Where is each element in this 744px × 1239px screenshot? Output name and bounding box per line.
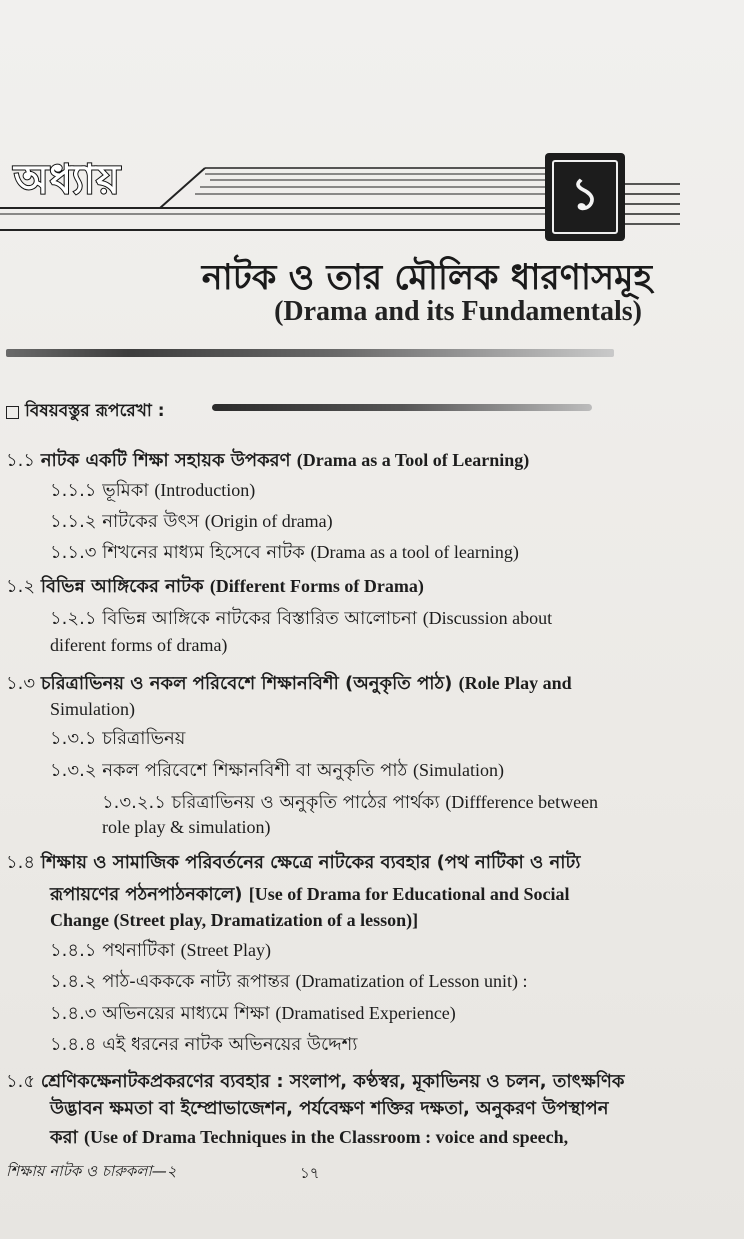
outline-item <box>6 851 581 875</box>
outline-item <box>6 574 424 599</box>
outline-item-number: ১.১.২ <box>50 511 103 532</box>
outline-item <box>50 1097 608 1121</box>
chapter-label: অধ্যায় <box>14 157 121 203</box>
outline-item-english: (Dramatised Experience) <box>275 1003 456 1023</box>
outline-item <box>50 697 135 722</box>
outline-item-english: [Use of Drama for Educational and Social <box>248 884 570 904</box>
outline-item-bengali: করা <box>50 1127 84 1148</box>
outline-item-english: (Origin of drama) <box>204 511 333 531</box>
outline-item-number: ১.৪.৩ <box>50 1003 103 1024</box>
outline-item <box>50 938 271 963</box>
outline-item-english: (Drama as a tool of learning) <box>310 542 519 562</box>
outline-item-number: ১.৪.২ <box>50 971 103 992</box>
outline-item-bengali: রূপায়ণের পঠনপাঠনকালে) <box>50 884 249 905</box>
outline-item-bengali: নাটকের উৎস <box>102 511 205 532</box>
outline-item-bengali: চরিত্রাভিনয় <box>102 728 186 749</box>
outline-item-bengali: চরিত্রাভিনয় ও অনুকৃতি পাঠের পার্থক্য <box>171 792 446 813</box>
outline-item-english: (Different Forms of Drama) <box>209 576 424 596</box>
outline-item-english: Change (Street play, Dramatization of a lesson)] <box>50 910 419 930</box>
title-divider <box>6 349 614 357</box>
outline-item-bengali: উদ্ভাবন ক্ষমতা বা ইম্প্রোভাজেশন, পর্যবেক্ষণ শক্তির দক্ষতা, অনুকরণ উপস্থাপন <box>50 1098 609 1119</box>
outline-item-number: ১.২.১ <box>50 608 103 629</box>
outline-item-english: (Dramatization of Lesson unit) : <box>295 971 528 991</box>
outline-item-bengali: নাটক একটি শিক্ষা সহায়ক উপকরণ <box>40 450 297 471</box>
outline-item-bengali: শিখনের মাধ্যম হিসেবে নাটক <box>102 542 311 563</box>
chapter-number: ১ <box>552 160 618 234</box>
outline-heading-text: বিষয়বস্তুর রূপরেখা : <box>25 401 165 421</box>
outline-item <box>50 1125 568 1150</box>
chapter-number-box <box>545 153 625 241</box>
outline-item <box>50 540 519 565</box>
outline-item-bengali: বিভিন্ন আঙ্গিকের নাটক <box>40 576 210 597</box>
outline-item-bengali: নকল পরিবেশে শিক্ষানবিশী বা অনুকৃতি পাঠ <box>102 760 413 781</box>
outline-item-bengali: বিভিন্ন আঙ্গিকে নাটকের বিস্তারিত আলোচনা <box>102 608 423 629</box>
outline-item-number: ১.৪.১ <box>50 940 103 961</box>
outline-item-number: ১.৪.৪ <box>50 1034 103 1055</box>
outline-item <box>50 1001 456 1026</box>
chapter-title-english: (Drama and its Fundamentals) <box>274 296 642 327</box>
outline-item-english: (Drama as a Tool of Learning) <box>296 450 530 470</box>
outline-item <box>6 671 572 696</box>
outline-item <box>102 790 598 815</box>
outline-item <box>102 815 270 840</box>
outline-item-number: ১.৪ <box>6 852 41 873</box>
outline-item-number: ১.৩.২ <box>50 760 103 781</box>
outline-item <box>50 908 418 933</box>
outline-item-english: role play & simulation) <box>102 817 271 837</box>
outline-item-bengali: ভূমিকা <box>102 480 155 501</box>
outline-item-number: ১.২ <box>6 576 41 597</box>
outline-item <box>6 448 529 473</box>
outline-item-number: ১.১.১ <box>50 480 103 501</box>
outline-item <box>50 478 255 503</box>
outline-item <box>50 633 227 658</box>
outline-item-english: (Role Play and <box>458 673 572 693</box>
outline-heading <box>6 398 165 426</box>
outline-item <box>50 727 185 751</box>
outline-item-number: ১.১ <box>6 450 41 471</box>
outline-item-number: ১.৫ <box>6 1071 41 1092</box>
footer-book-title: শিক্ষায় নাটক ও চারুকলা—২ <box>6 1162 177 1180</box>
outline-item-number: ১.১.৩ <box>50 542 103 563</box>
outline-item-bengali: এই ধরনের নাটক অভিনয়ের উদ্দেশ্য <box>102 1034 358 1055</box>
outline-item <box>50 1033 357 1057</box>
outline-item-bengali: পথনাটিকা <box>102 940 181 961</box>
outline-item-number: ১.৩ <box>6 673 41 694</box>
outline-item-english: (Use of Drama Techniques in the Classroom : voice and speech, <box>83 1127 569 1147</box>
outline-item-bengali: চরিত্রাভিনয় ও নকল পরিবেশে শিক্ষানবিশী (অনুকৃতি পাঠ) <box>40 673 459 694</box>
outline-item-number: ১.৩.১ <box>50 728 103 749</box>
outline-item-english: (Discussion about <box>422 608 553 628</box>
checkbox-icon <box>6 406 19 419</box>
outline-item-english: diferent forms of drama) <box>50 635 228 655</box>
chapter-title-bengali: নাটক ও তার মৌলিক ধারণাসমূহ <box>201 258 652 298</box>
outline-item-bengali: পাঠ-একককে নাট্য রূপান্তর <box>102 971 296 992</box>
outline-item-number: ১.৩.২.১ <box>102 792 172 813</box>
page-number: ১৭ <box>300 1164 320 1182</box>
outline-item-english: (Introduction) <box>154 480 256 500</box>
outline-item-english: Simulation) <box>50 699 135 719</box>
outline-item-english: (Simulation) <box>412 760 504 780</box>
outline-item <box>6 1070 624 1094</box>
outline-item <box>50 606 552 631</box>
outline-item <box>50 509 333 534</box>
outline-item-english: (Street Play) <box>180 940 272 960</box>
outline-divider <box>212 404 592 411</box>
outline-item <box>50 969 527 994</box>
outline-item <box>50 882 569 907</box>
outline-item-bengali: অভিনয়ের মাধ্যমে শিক্ষা <box>102 1003 276 1024</box>
outline-item-bengali: শিক্ষায় ও সামাজিক পরিবর্তনের ক্ষেত্রে নাটকের ব্যবহার (পথ নাটিকা ও নাট্য <box>40 852 581 873</box>
outline-item-english: (Diffference between <box>445 792 599 812</box>
outline-item-bengali: শ্রেণিকক্ষেনাটকপ্রকরণের ব্যবহার : সংলাপ, কণ্ঠস্বর, মূকাভিনয় ও চলন, তাৎক্ষণিক <box>40 1071 625 1092</box>
outline-item <box>50 758 504 783</box>
